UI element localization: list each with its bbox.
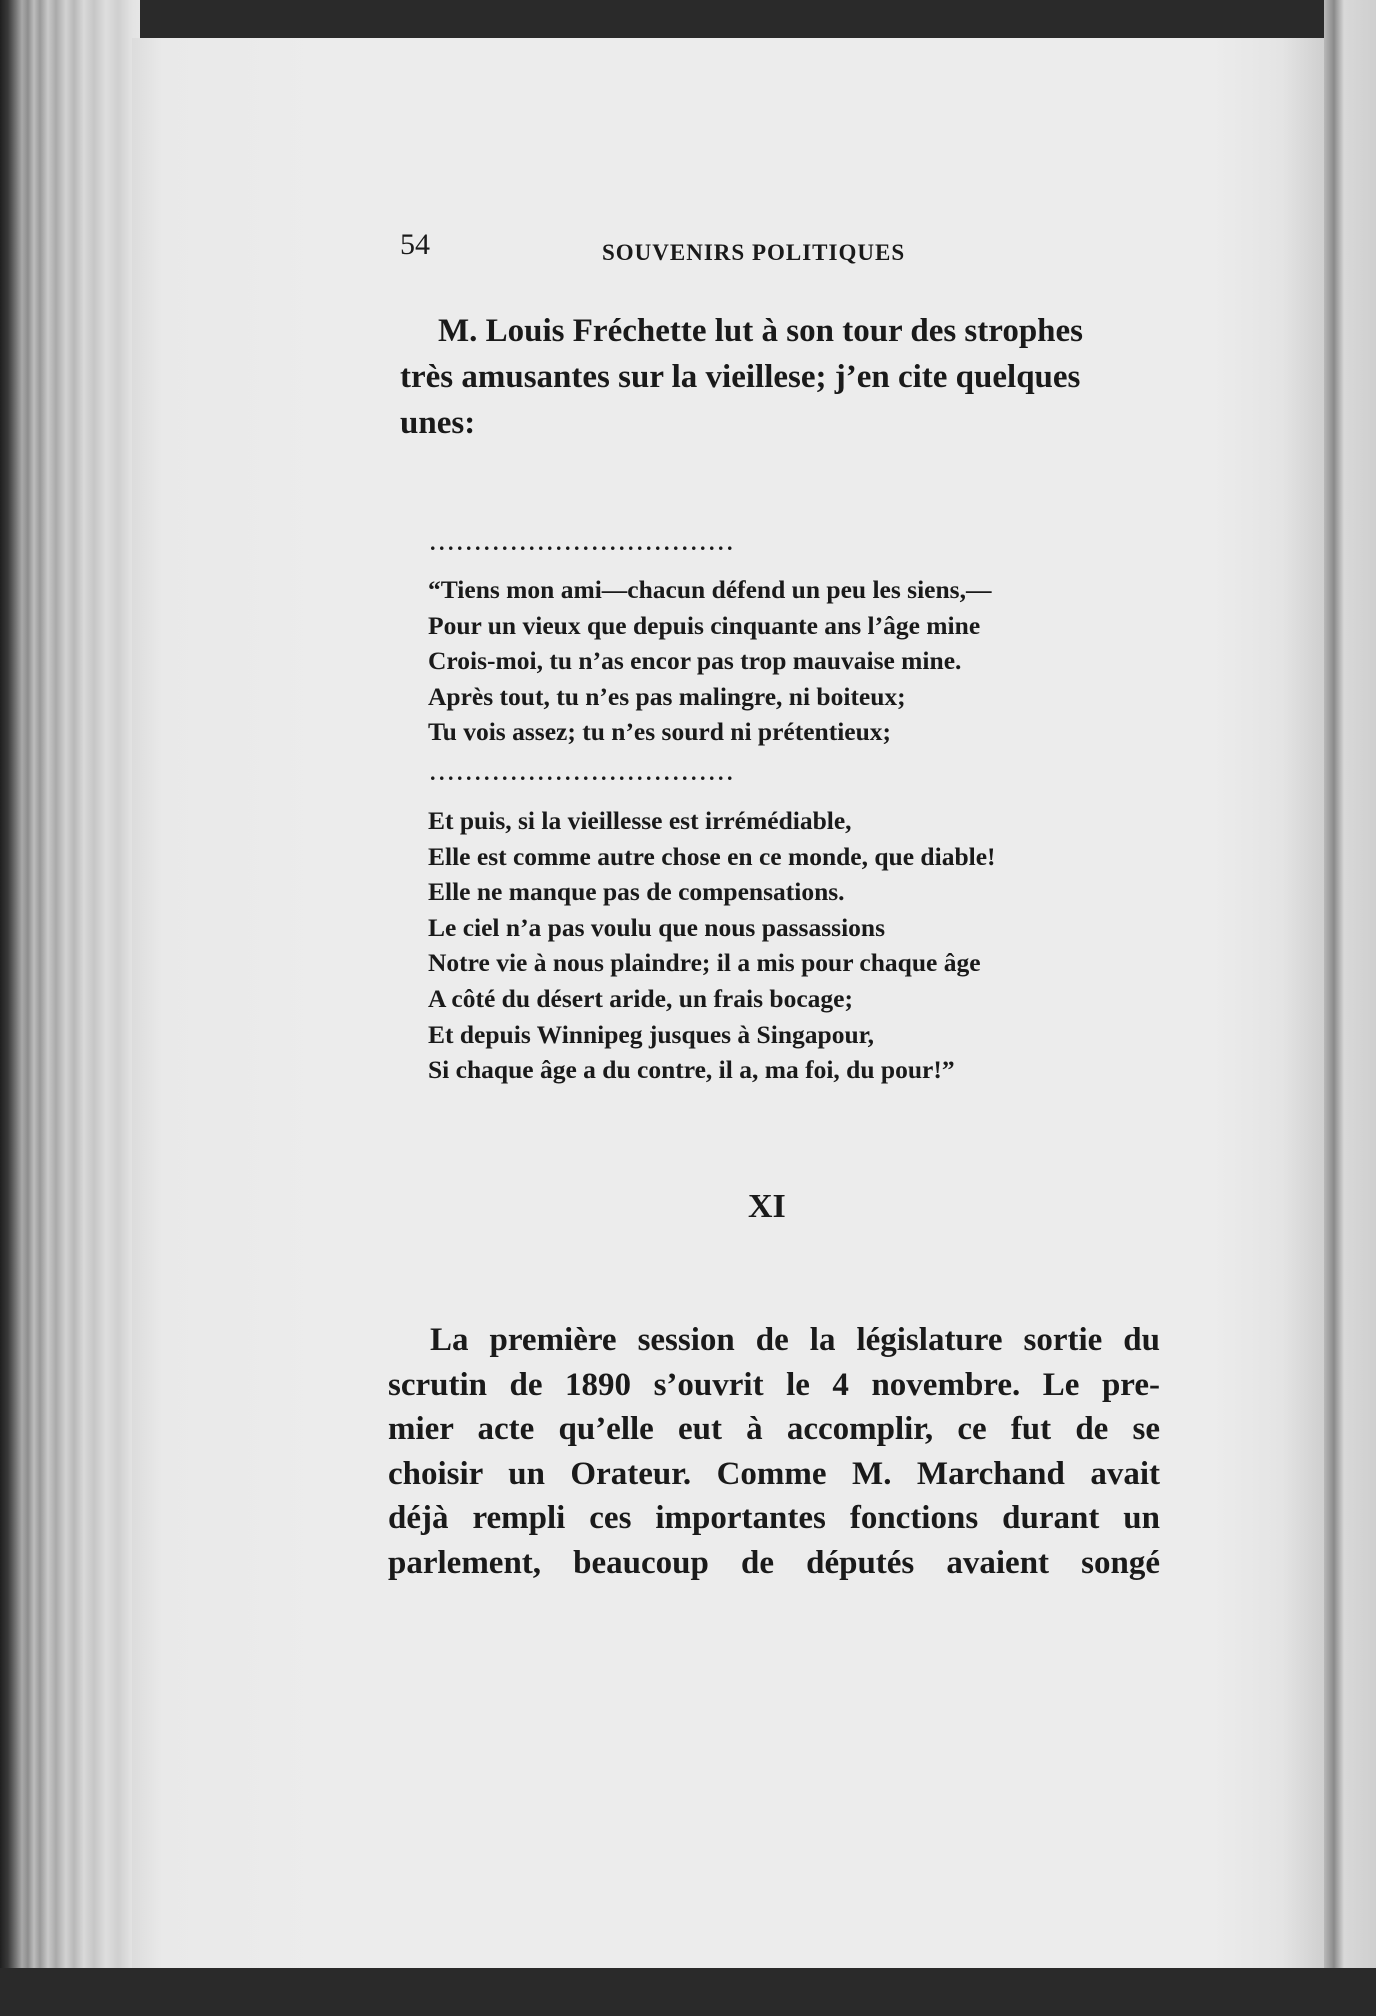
intro-line: unes: [400, 405, 476, 441]
scan-bottom-border [0, 1968, 1376, 2016]
poem-line: A côté du désert aride, un frais bocage; [428, 983, 853, 1013]
running-title: SOUVENIRS POLITIQUES [602, 240, 906, 265]
page-number: 54 [400, 228, 430, 261]
ellipsis-line: .................................. [430, 530, 736, 555]
poem-line: Notre vie à nous plaindre; il a mis pour chaque âge [428, 948, 981, 978]
paragraph-line: parlement, beaucoup de députés avaient songé [388, 1544, 1160, 1581]
poem-line: Le ciel n’a pas voulu que nous passassions [428, 912, 886, 942]
paragraph-line: La première session de la législature sortie du [430, 1322, 1160, 1358]
section-heading: XI [748, 1188, 786, 1225]
intro-paragraph [400, 308, 1180, 446]
poem-stanza-1 [428, 572, 991, 750]
poem-line: Pour un vieux que depuis cinquante ans l’âge mine [428, 610, 981, 640]
scan-top-border [0, 0, 1376, 38]
poem-line: “Tiens mon ami—chacun défend un peu les siens,— [428, 575, 992, 604]
paragraph-line: choisir un Orateur. Comme M. Marchand avait [388, 1455, 1160, 1492]
section-paragraph [388, 1318, 1160, 1585]
ellipsis-line: .................................. [430, 760, 736, 785]
poem-line: Et depuis Winnipeg jusques à Singapour, [428, 1019, 874, 1049]
poem-stanza-2 [428, 803, 996, 1088]
intro-line: très amusantes sur la vieillese; j’en cite quelques [400, 359, 1081, 395]
poem-line: Et puis, si la vieillesse est irrémédiable, [428, 806, 852, 835]
poem-line: Si chaque âge a du contre, il a, ma foi, du pour!” [428, 1055, 955, 1085]
paragraph-line: scrutin de 1890 s’ouvrit le 4 novembre. Le pre- [388, 1366, 1160, 1403]
page-right-edge [1324, 0, 1376, 2016]
poem-line: Elle ne manque pas de compensations. [428, 877, 845, 907]
poem-line: Tu vois assez; tu n’es sourd ni prétentieux; [428, 717, 892, 747]
paragraph-line: mier acte qu’elle eut à accomplir, ce fut de se [388, 1411, 1160, 1447]
poem-line: Après tout, tu n’es pas malingre, ni boiteux; [428, 681, 906, 711]
page-stack-edge [0, 0, 140, 2016]
poem-line: Elle est comme autre chose en ce monde, que diable! [428, 841, 996, 871]
intro-line: M. Louis Fréchette lut à son tour des strophes [438, 313, 1084, 349]
paragraph-line: déjà rempli ces importantes fonctions durant un [388, 1500, 1160, 1536]
poem-line: Crois-moi, tu n’as encor pas trop mauvaise mine. [428, 646, 962, 676]
